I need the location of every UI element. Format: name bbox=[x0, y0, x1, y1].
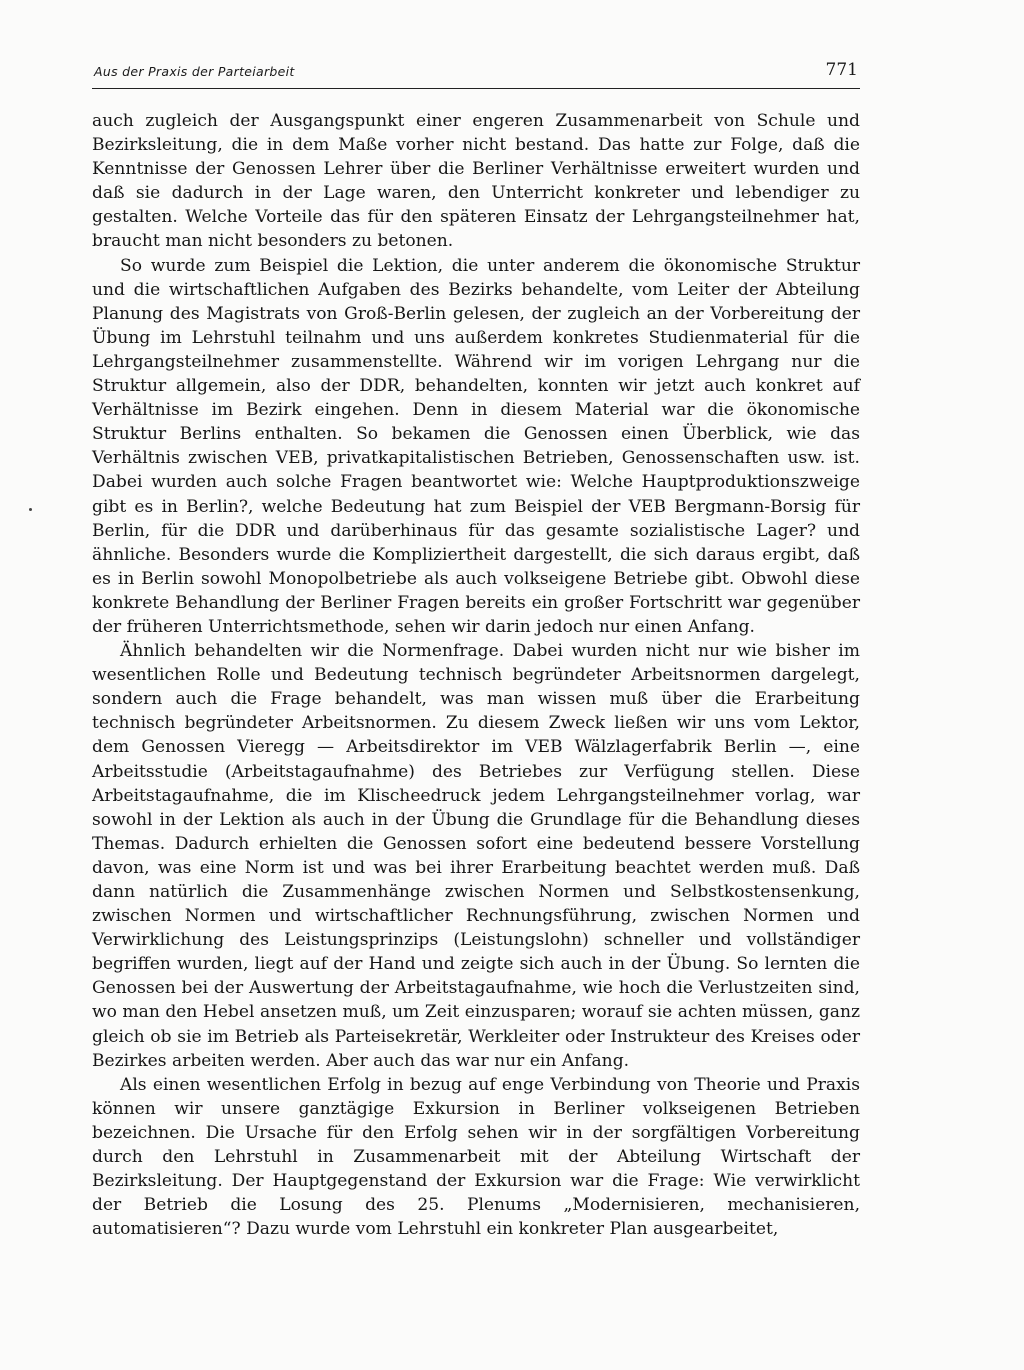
paragraph-excursion: Als einen wesentlichen Erfolg in bezug auf enge Verbindung von Theorie und Praxis können wir unsere ganztägige Exkursion in Berliner volkseigenen Betrieben bezeichnen. Die Ursache für den Erfolg sehen wir in der sorgfältigen Vorbereitung durch den Lehrstuhl in Zusammenarbeit mit der Abteilung Wirtschaft der Bezirksleitung. Der Hauptgegenstand der Exkursion war die Frage: Wie verwirklicht der Betrieb die Losung des 25. Plenums „Modernisieren, mechanisieren, automatisieren“? Dazu wurde vom Lehrstuhl ein konkreter Plan ausgearbeitet, bbox=[92, 1074, 860, 1240]
page-number: 771 bbox=[825, 60, 858, 80]
body-text bbox=[92, 109, 860, 1241]
paragraph-lecture-structure: So wurde zum Beispiel die Lektion, die unter anderem die ökonomische Struktur und die wirtschaftlichen Aufgaben des Bezirks behandelte, vom Leiter der Abteilung Planung des Magistrats von Groß-Berlin gelesen, der zugleich an der Vorbereitung der Übung im Lehrstuhl teilnahm und uns außerdem konkretes Studienmaterial für die Lehrgangsteilnehmer zusammenstellte. Während wir im vorigen Lehrgang nur die Struktur allgemein, also der DDR, behandelten, konnten wir jetzt auch konkret auf Verhältnisse im Bezirk eingehen. Denn in diesem Material war die ökonomische Struktur Berlins enthalten. So bekamen die Genossen einen Überblick, wie das Verhältnis zwischen VEB, privatkapitalistischen Betrieben, Genossenschaften usw. ist. Dabei wurden auch solche Fragen beantwortet wie: Welche Hauptproduktionszweige gibt es in Berlin?, welche Bedeutung hat zum Beispiel der VEB Bergmann-Borsig für Berlin, für die DDR und darüberhinaus für das gesamte sozialistische Lager? und ähnliche. Besonders wurde die Kompliziertheit dargestellt, die sich daraus ergibt, daß es in Berlin sowohl Monopolbetriebe als auch volkseigene Betriebe gibt. Obwohl diese konkrete Behandlung der Berliner Fragen bereits ein großer Fortschritt war gegenüber der früheren Unterrichtsmethode, sehen wir darin jedoch nur einen Anfang. bbox=[92, 255, 860, 637]
running-title: Aus der Praxis der Parteiarbeit bbox=[94, 64, 295, 79]
paragraph-norms: Ähnlich behandelten wir die Normenfrage. Dabei wurden nicht nur wie bisher im wesentlichen Rolle und Bedeutung technisch begründeter Arbeitsnormen dargelegt, sondern auch die Frage behandelt, was man wissen muß über die Erarbeitung technisch begründeter Arbeitsnormen. Zu diesem Zweck ließen wir uns vom Lektor, dem Genossen Vieregg — Arbeitsdirektor im VEB Wälzlagerfabrik Berlin —, eine Arbeitsstudie (Arbeitstagaufnahme) des Betriebes zur Verfügung stellen. Diese Arbeitstagaufnahme, die im Klischeedruck jedem Lehrgangsteilnehmer vorlag, war sowohl in der Lektion als auch in der Übung die Grundlage für die Behandlung dieses Themas. Dadurch erhielten die Genossen sofort eine bedeutend bessere Vorstellung davon, was eine Norm ist und was bei ihrer Erarbeitung beachtet werden muß. Daß dann natürlich die Zusammenhänge zwischen Normen und Selbstkostensenkung, zwischen Normen und wirtschaftlicher Rechnungsführung, zwischen Normen und Verwirklichung des Leistungsprinzips (Leistungslohn) schneller und vollständiger begriffen wurden, liegt auf der Hand und zeigte sich auch in der Übung. So lernten die Genossen bei der Auswertung der Arbeitstagaufnahme, wie hoch die Verlustzeiten sind, wo man den Hebel ansetzen muß, um Zeit einzusparen; worauf sie achten müssen, ganz gleich ob sie im Betrieb als Parteisekretär, Werkleiter oder Instrukteur des Kreises oder Bezirkes arbeiten werden. Aber auch das war nur ein Anfang. bbox=[92, 641, 860, 1071]
scan-speck bbox=[29, 508, 32, 511]
paragraph-continued: auch zugleich der Ausgangspunkt einer engeren Zusammenarbeit von Schule und Bezirksleitung, die in dem Maße vorher nicht bestand. Das hatte zur Folge, daß die Kenntnisse der Genossen Lehrer über die Berliner Verhältnisse erweitert wurden und daß sie dadurch in der Lage waren, den Unterricht konkreter und lebendiger zu gestalten. Welche Vorteile das für den späteren Einsatz der Lehrgangsteilnehmer hat, braucht man nicht besonders zu betonen. bbox=[92, 111, 860, 252]
running-header bbox=[92, 58, 860, 89]
